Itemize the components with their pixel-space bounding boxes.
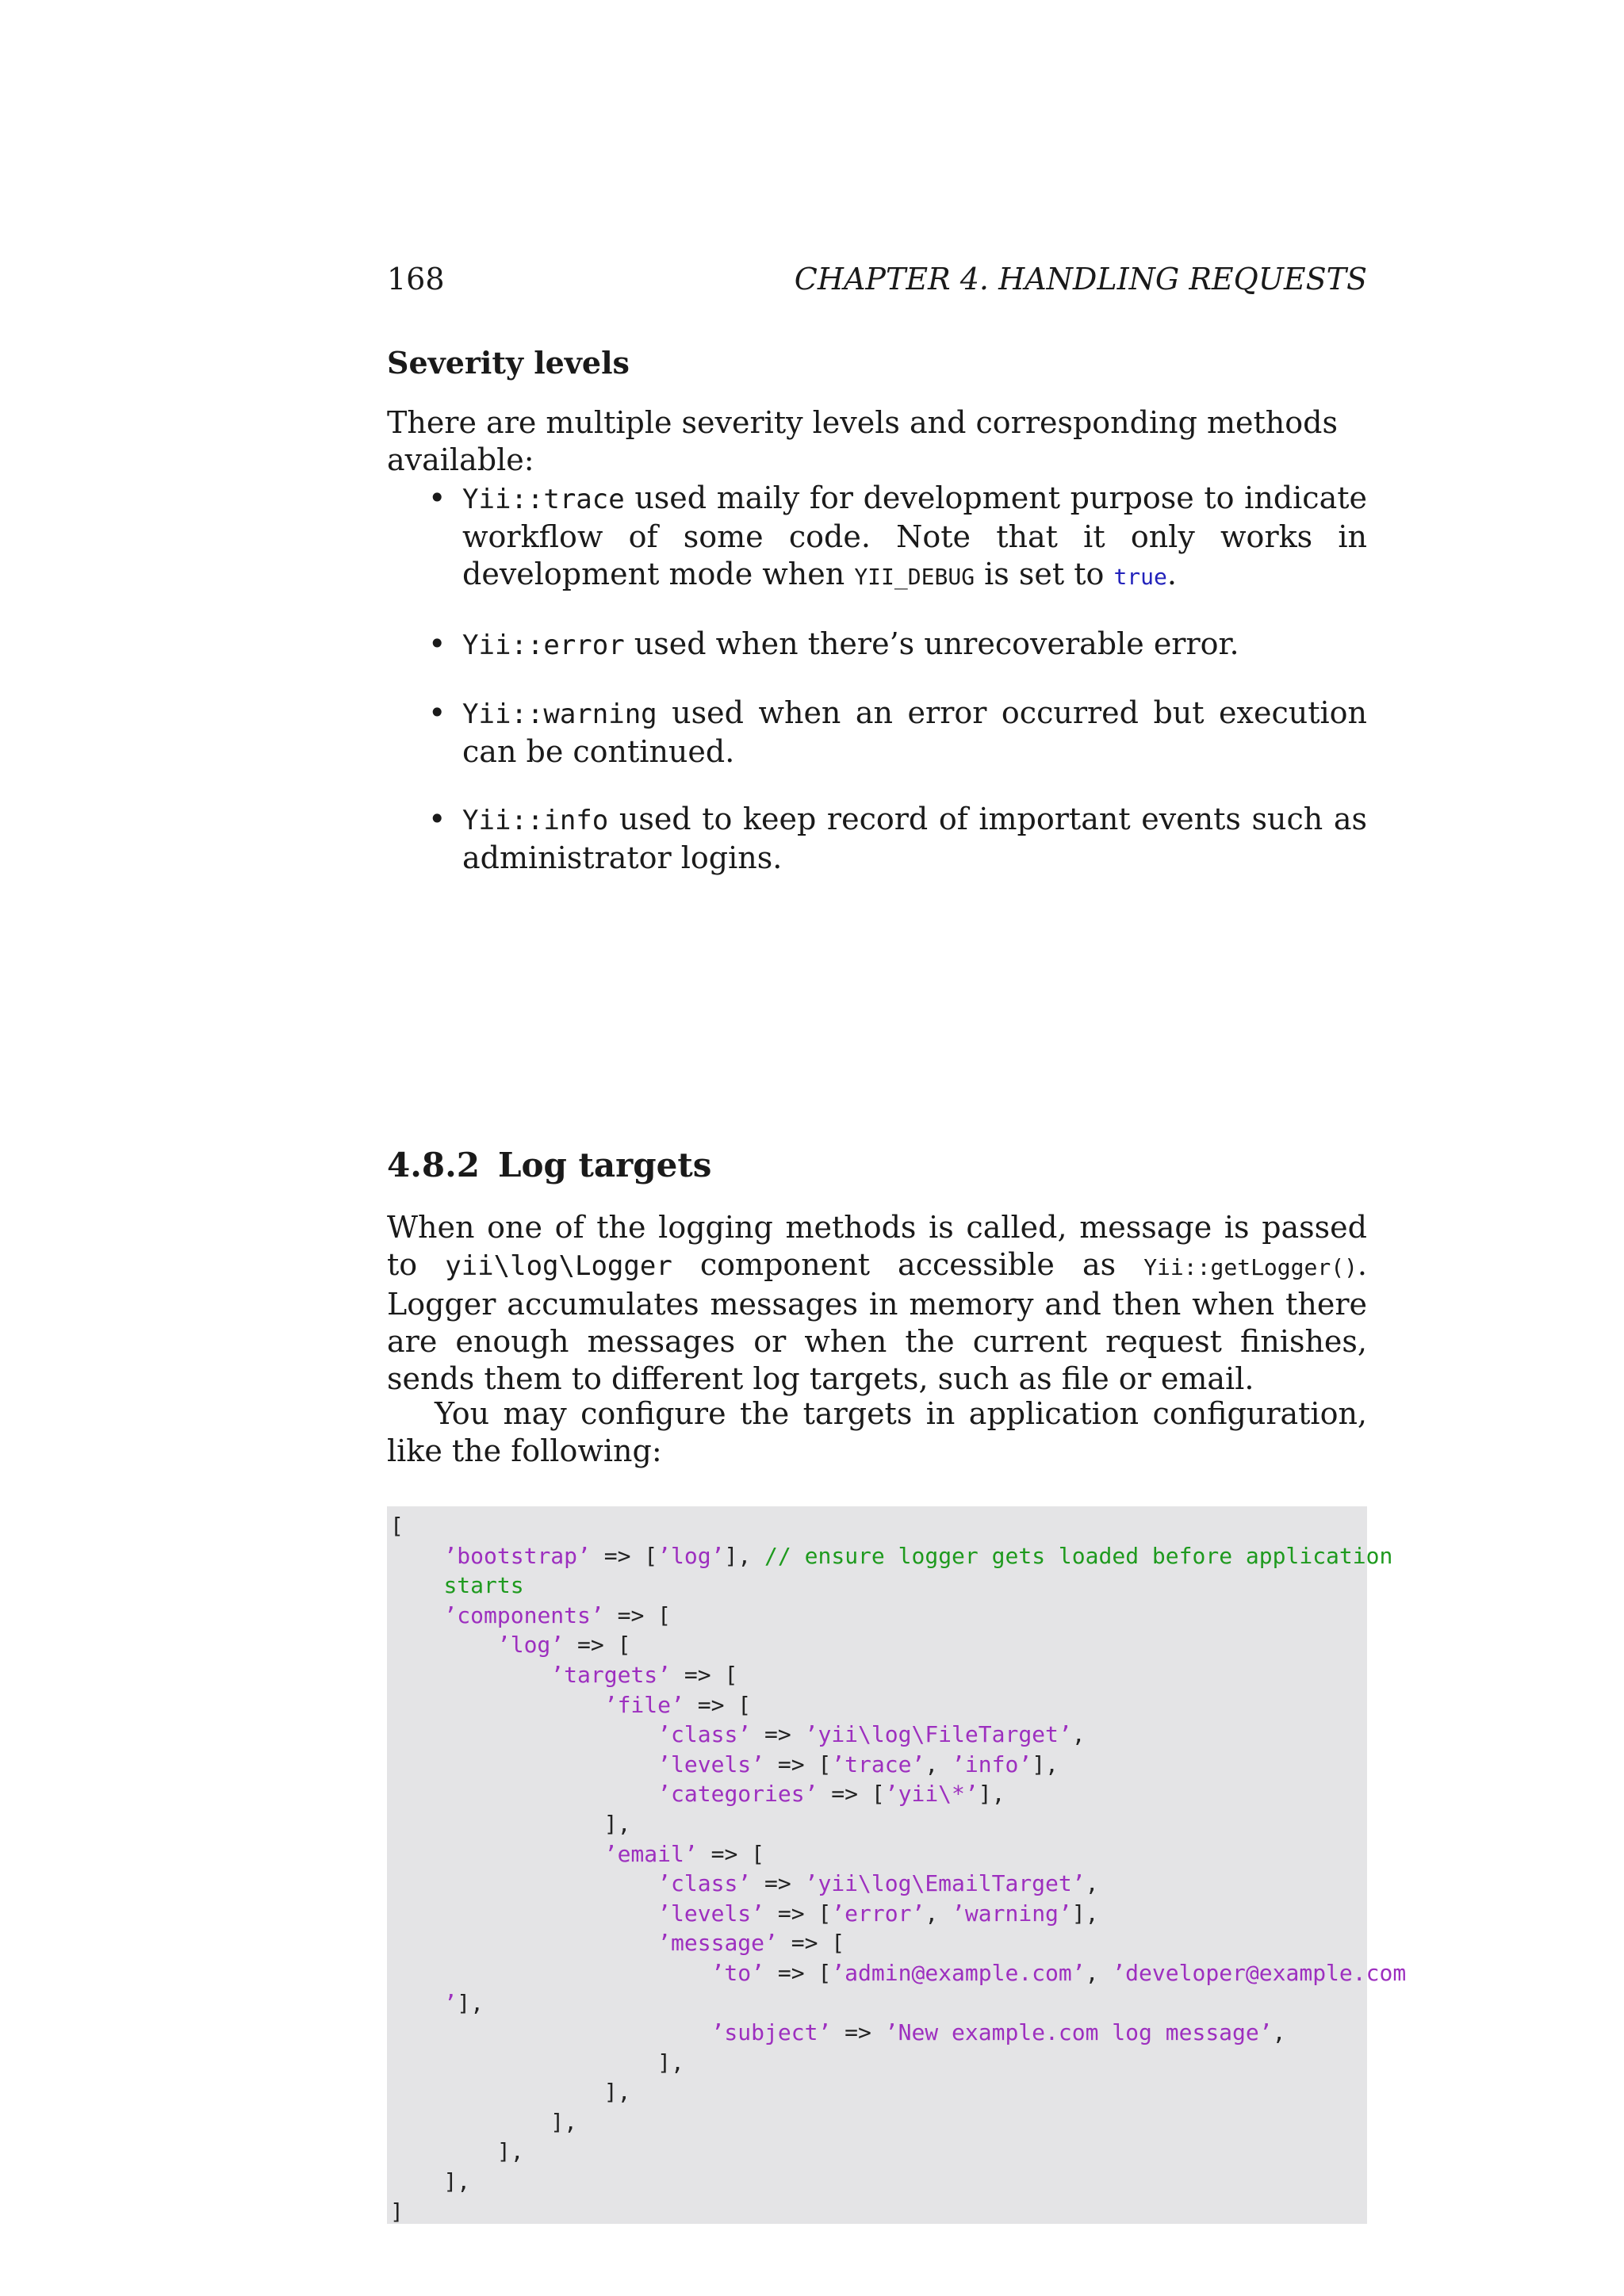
section-title: Log targets [498,1146,712,1184]
item-text: . [1166,557,1177,591]
list-item [387,480,1367,595]
paragraph-text: When one of the logging methods is called, message is passed to [387,1210,1367,1282]
list-item [387,801,1367,877]
method-name: Yii::info [462,805,609,836]
severity-list [387,480,1367,907]
constant-name: YII_DEBUG [854,564,975,590]
document-page [387,254,1407,2225]
method-name: Yii::warning [462,698,657,730]
item-text: used maily for development purpose to indicate workflow of some code. Note that it only works in development mode when [462,480,1367,591]
page-header [387,254,1367,297]
running-title: CHAPTER 4. HANDLING REQUESTS [794,262,1367,297]
code-block: [ ’bootstrap’ => [’log’], // ensure logger gets loaded before application starts ’components’ => [ ’log’ => [ ’targets’ => [ ’file’ => [ ’class’ => ’yii\log\FileTarget’, ’levels’ => [’trace’, ’info’], ’categories’ => [’yii\*’], ], ’email’ => [ ’class’ => ’yii\log\EmailTarget’, ’levels’ => [’error’, ’warning’], ’message’ => [ ’to’ => [’admin@example.com’, ’developer@example.com ’], ’subject’ => ’New example.com log message’, ], ], ], ], ], ] [390,1513,1407,2225]
section-number: 4.8.2 [387,1146,480,1184]
page-number: 168 [387,262,445,297]
item-text: is set to [975,557,1114,591]
severity-levels-heading: Severity levels [387,345,630,381]
severity-intro: There are multiple severity levels and corresponding methods available: [387,405,1338,477]
section-heading [387,1146,711,1184]
list-item [387,695,1367,771]
item-text: used when an error occurred but execution can be continued. [462,695,1367,769]
keyword-value: true [1113,564,1167,590]
method-name: Yii::trace [462,484,625,515]
code-listing [387,1506,1407,2225]
body-paragraph: You may configure the targets in application configuration, like the following: [387,1396,1367,1468]
paragraph-text: . Logger accumulates messages in memory and then when there are enough messages or when the current request finishes, sends them to different log targets, such as file or email. [387,1247,1368,1396]
class-reference: yii\log\Logger [445,1250,672,1282]
paragraph-text: component accessible as [672,1247,1144,1282]
method-name: Yii::error [462,629,625,661]
body-paragraph [387,1209,1367,1398]
list-item [387,626,1367,664]
item-text: used when there’s unrecoverable error. [624,626,1239,661]
method-call: Yii::getLogger() [1143,1254,1358,1280]
item-text: used to keep record of important events such as administrator logins. [462,802,1367,875]
